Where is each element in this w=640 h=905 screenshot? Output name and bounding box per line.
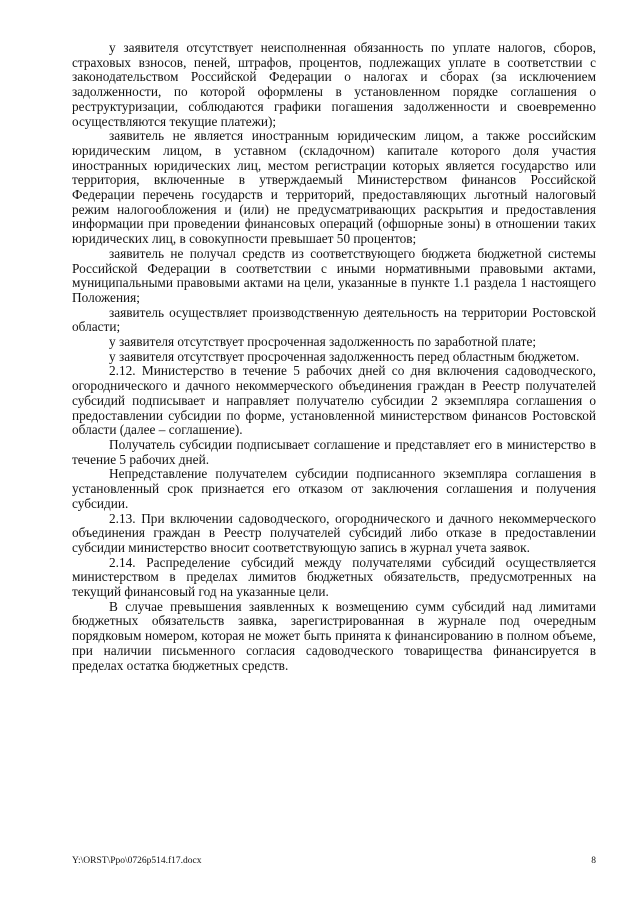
paragraph: Получатель субсидии подписывает соглашение и представляет его в министерство в течение 5 рабочих дней. — [72, 436, 596, 467]
paragraph: В случае превышения заявленных к возмещению сумм субсидий над лимитами бюджетных обязательств заявка, зарегистрированная в журнале под очередным порядковым номером, которая не может быть принята к финансированию в полном объеме, при наличии письменного согласия садоводческого товарищества финансируется в пределах остатка бюджетных средств. — [72, 598, 596, 673]
paragraph: 2.14. Распределение субсидий между получателями субсидий осуществляется министерством в пределах лимитов бюджетных обязательств, предусмотренных на текущий финансовый год на указанные цели. — [72, 554, 596, 600]
paragraph: у заявителя отсутствует просроченная задолженность по заработной плате; — [109, 334, 537, 350]
paragraph: у заявителя отсутствует просроченная задолженность перед областным бюджетом. — [109, 348, 580, 364]
paragraph: 2.13. При включении садоводческого, огороднического и дачного некоммерческого объединения граждан в Реестр получателей субсидий либо отказе в предоставлении субсидии министерство вносит соответствующую запись в журнал учета заявок. — [72, 510, 596, 555]
paragraph: Непредставление получателем субсидии подписанного экземпляра соглашения в установленный срок признается его отказом от заключения соглашения и получения субсидии. — [72, 466, 596, 511]
page-footer — [72, 855, 596, 867]
page-number: 8 — [591, 856, 596, 866]
paragraph: заявитель осуществляет производственную деятельность на территории Ростовской области; — [72, 304, 596, 335]
document-body — [72, 41, 596, 673]
paragraph: заявитель не получал средств из соответствующего бюджета бюджетной системы Российской Федерации в соответствии с иными нормативными правовыми актами, муниципальными правовыми актами на цели, указанные в пункте 1.1 раздела 1 настоящего Положения; — [72, 245, 596, 305]
paragraph: заявитель не является иностранным юридическим лицом, а также российским юридическим лицом, в уставном (складочном) капитале которого доля участия иностранных юридических лиц, местом регистрации которых является государство или территория, включенные в утверждаемый Министерством финансов Российской Федерации перечень государств и территорий, предоставляющих льготный налоговый режим налогообложения и (или) не предусматривающих раскрытия и предоставления информации при проведении финансовых операций (офшорные зоны) в отношении таких юридических лиц, в совокупности превышает 50 процентов; — [72, 128, 596, 247]
paragraph: 2.12. Министерство в течение 5 рабочих дней со дня включения садоводческого, огороднического и дачного некоммерческого объединения граждан в Реестр получателей субсидий подписывает и направляет получателю субсидии 2 экземпляра соглашения о предоставлении субсидии по форме, установленной министерством финансов Ростовской области (далее – соглашение). — [72, 363, 596, 438]
file-path: Y:\ORST\Ppo\0726p514.f17.docx — [72, 856, 202, 866]
paragraph: у заявителя отсутствует неисполненная обязанность по уплате налогов, сборов, страховых взносов, пеней, штрафов, процентов, подлежащих уплате в соответствии с законодательством Российской Федерации о налогах и сборах (за исключением задолженности, по которой оформлены в установленном порядке соглашения о реструктуризации, соблюдаются графики погашения задолженности и своевременно осуществляются текущие платежи); — [72, 40, 596, 129]
